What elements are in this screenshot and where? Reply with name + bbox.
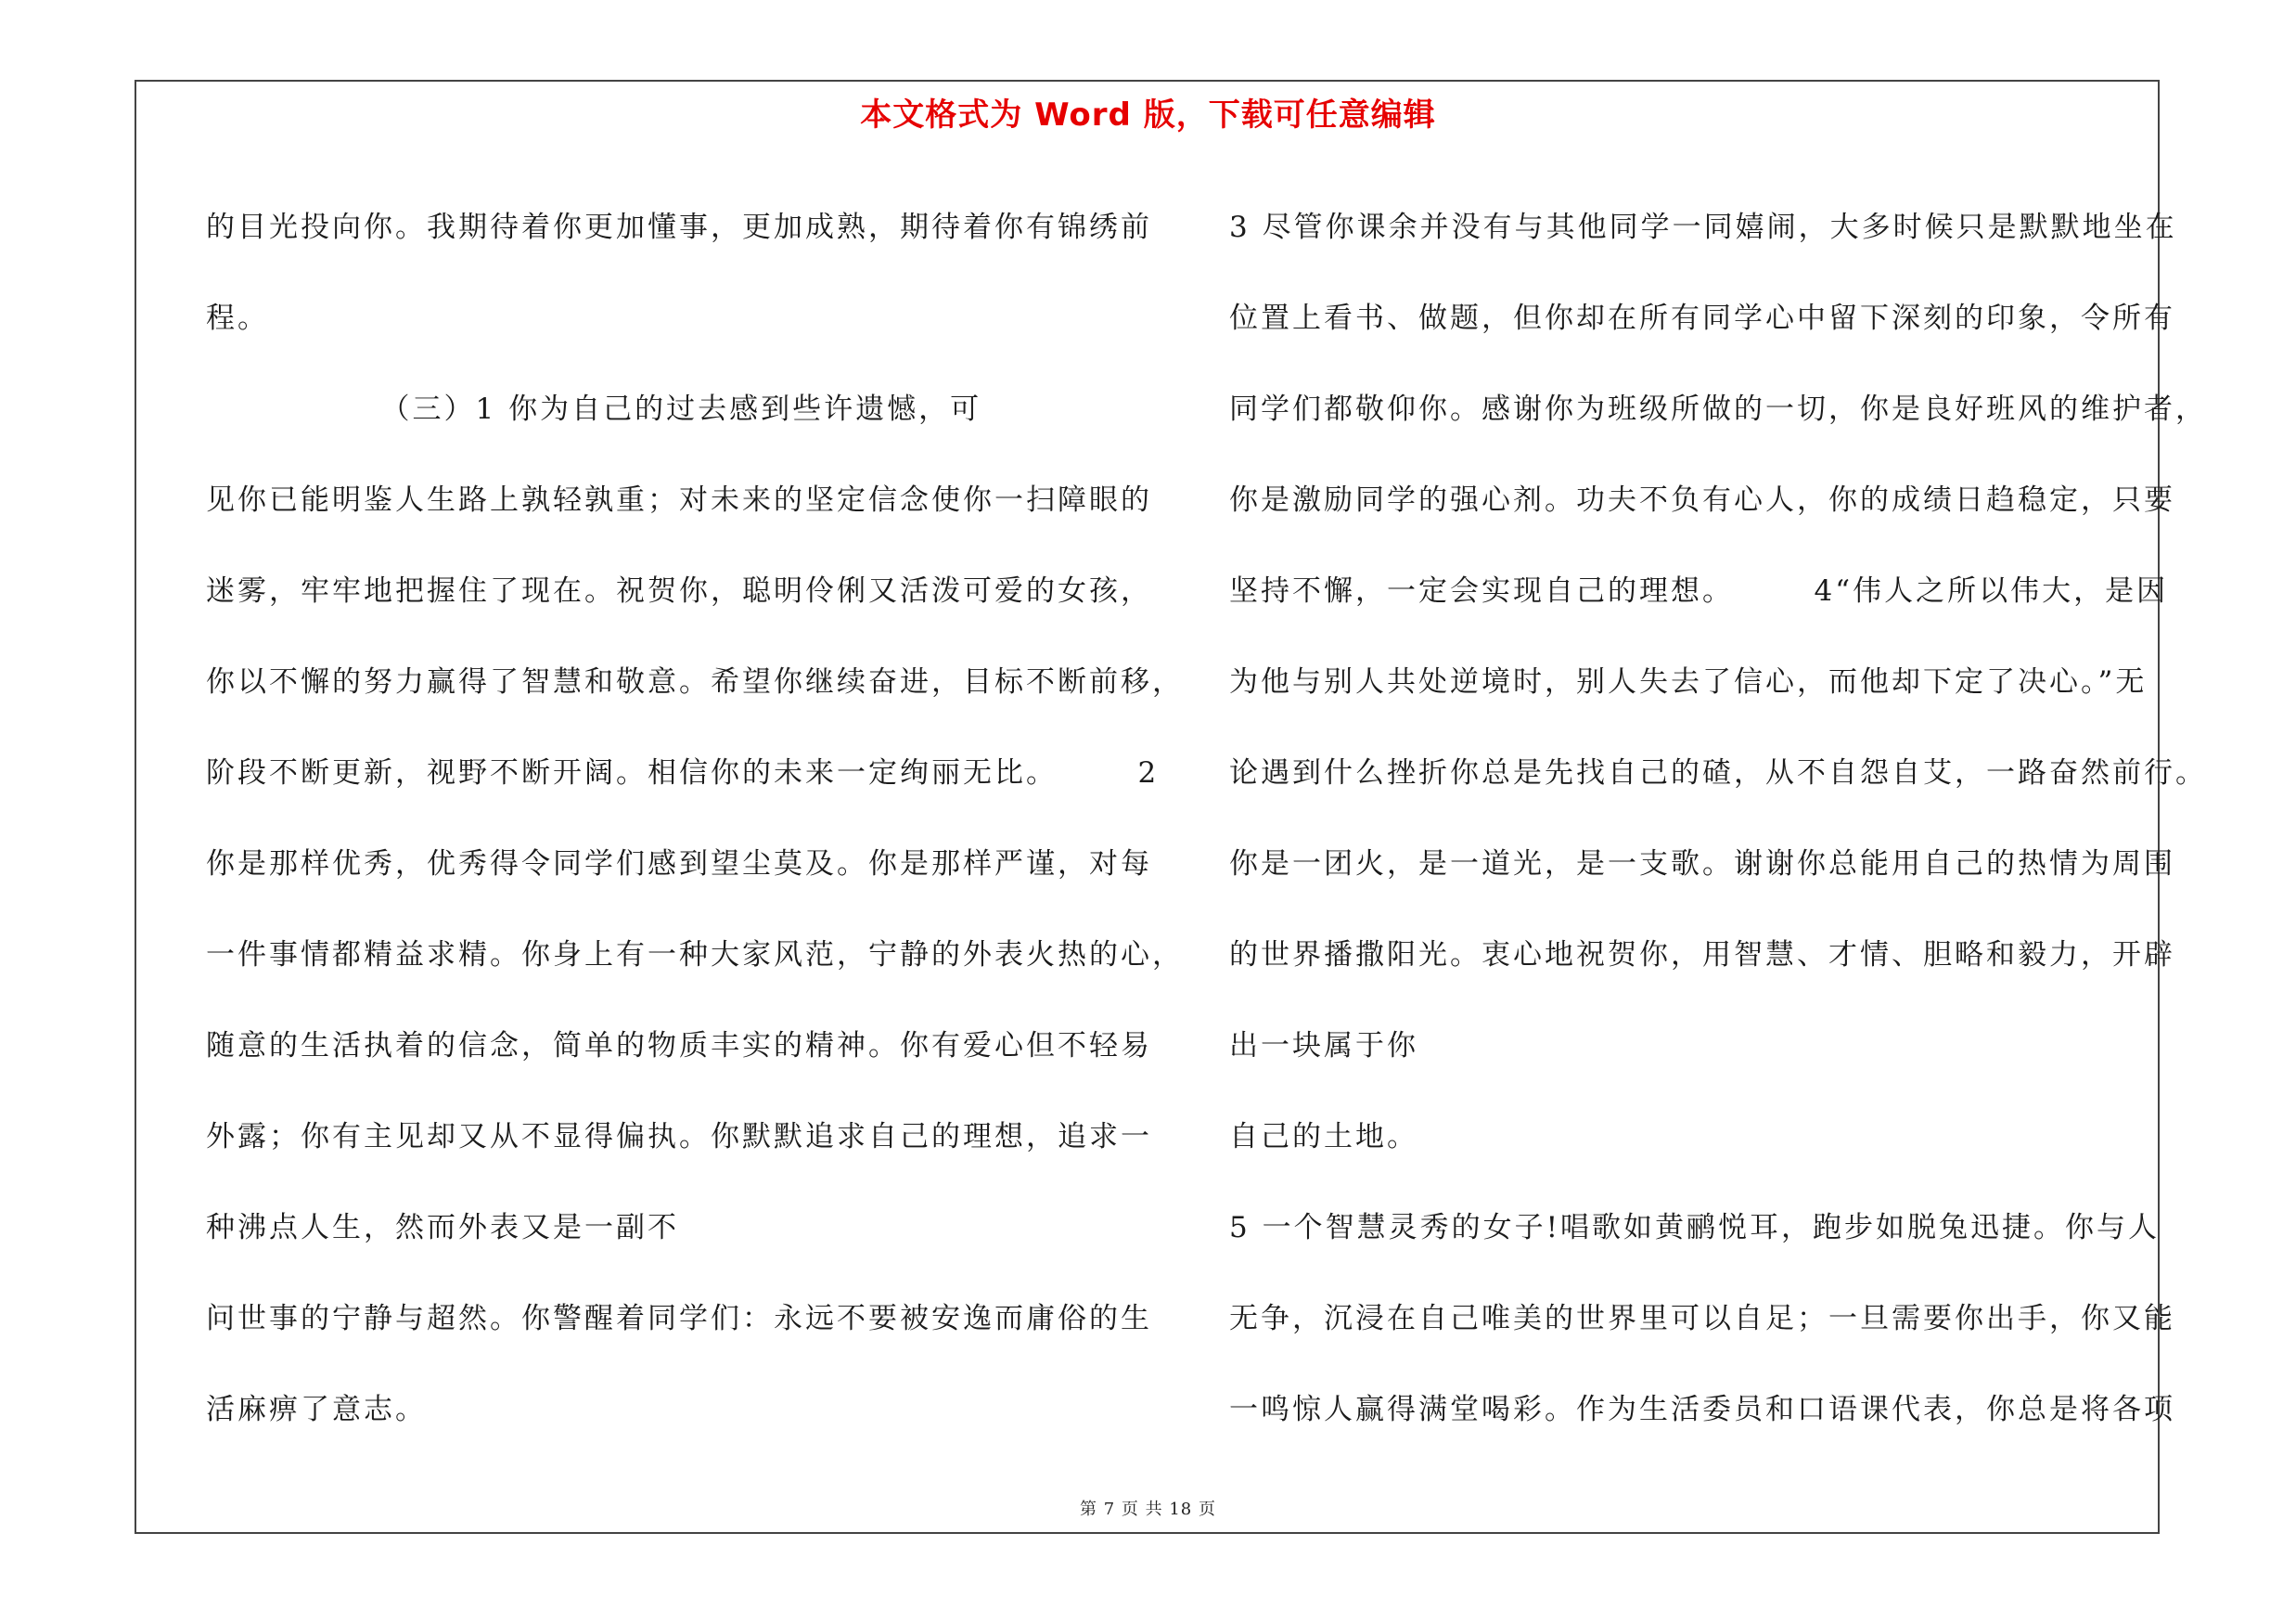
text-line: 你是激励同学的强心剂。功夫不负有心人，你的成绩日趋稳定，只要 [1229,483,2175,517]
text-line: 随意的生活执着的信念，简单的物质丰实的精神。你有爱心但不轻易 [206,1029,1152,1063]
text-line: 坚持不懈，一定会实现自己的理想。 4“伟人之所以伟大，是因 [1229,574,2169,608]
text-line: 迷雾，牢牢地把握住了现在。祝贺你，聪明伶俐又活泼可爱的女孩， [206,574,1152,608]
text-line: 的目光投向你。我期待着你更加懂事，更加成熟，期待着你有锦绣前 [206,211,1152,244]
text-line: 阶段不断更新，视野不断开阔。相信你的未来一定绚丽无比。 2 [206,756,1160,790]
text-line: 的世界播撒阳光。衷心地祝贺你，用智慧、才情、胆略和毅力，开辟 [1229,938,2175,972]
text-line: 出一块属于你 [1229,1029,1418,1063]
text-line: 你是一团火，是一道光，是一支歌。谢谢你总能用自己的热情为周围 [1229,847,2175,881]
text-line: 问世事的宁静与超然。你警醒着同学们：永远不要被安逸而庸俗的生 [206,1302,1152,1335]
format-banner: 本文格式为 Word 版，下载可任意编辑 [860,97,1436,134]
right-text-column [1229,182,2207,1455]
text-line: 活麻痹了意志。 [206,1393,427,1426]
text-line: 一鸣惊人赢得满堂喝彩。作为生活委员和口语课代表，你总是将各项 [1229,1393,2175,1426]
text-line: 无争，沉浸在自己唯美的世界里可以自足；一旦需要你出手，你又能 [1229,1302,2175,1335]
text-line: 自己的土地。 [1229,1120,1418,1153]
text-line: 论遇到什么挫折你总是先找自己的碴，从不自怨自艾，一路奋然前行。 [1229,756,2207,790]
text-line: 5 一个智慧灵秀的女子!唱歌如黄鹂悦耳，跑步如脱兔迅捷。你与人 [1229,1211,2161,1244]
text-line: 见你已能明鉴人生路上孰轻孰重；对未来的坚定信念使你一扫障眼的 [206,483,1152,517]
text-line: 3 尽管你课余并没有与其他同学一同嬉闹，大多时候只是默默地坐在 [1229,211,2177,244]
text-line: 外露；你有主见却又从不显得偏执。你默默追求自己的理想，追求一 [206,1120,1152,1153]
text-line: 为他与别人共处逆境时，别人失去了信心，而他却下定了决心。”无 [1229,665,2148,699]
text-line: （三）1 你为自己的过去感到些许遗憾，可 [206,393,982,426]
text-line: 一件事情都精益求精。你身上有一种大家风范，宁静的外表火热的心， [206,938,1184,972]
text-line: 位置上看书、做题，但你却在所有同学心中留下深刻的印象，令所有 [1229,302,2175,335]
text-line: 程。 [206,302,269,335]
text-line: 种沸点人生，然而外表又是一副不 [206,1211,679,1244]
text-line: 你是那样优秀，优秀得令同学们感到望尘莫及。你是那样严谨，对每 [206,847,1152,881]
text-line: 你以不懈的努力赢得了智慧和敬意。希望你继续奋进，目标不断前移， [206,665,1184,699]
text-line: 同学们都敬仰你。感谢你为班级所做的一切，你是良好班风的维护者， [1229,393,2207,426]
left-text-column [206,182,1184,1455]
page-number-footer: 第 7 页 共 18 页 [1080,1500,1216,1519]
